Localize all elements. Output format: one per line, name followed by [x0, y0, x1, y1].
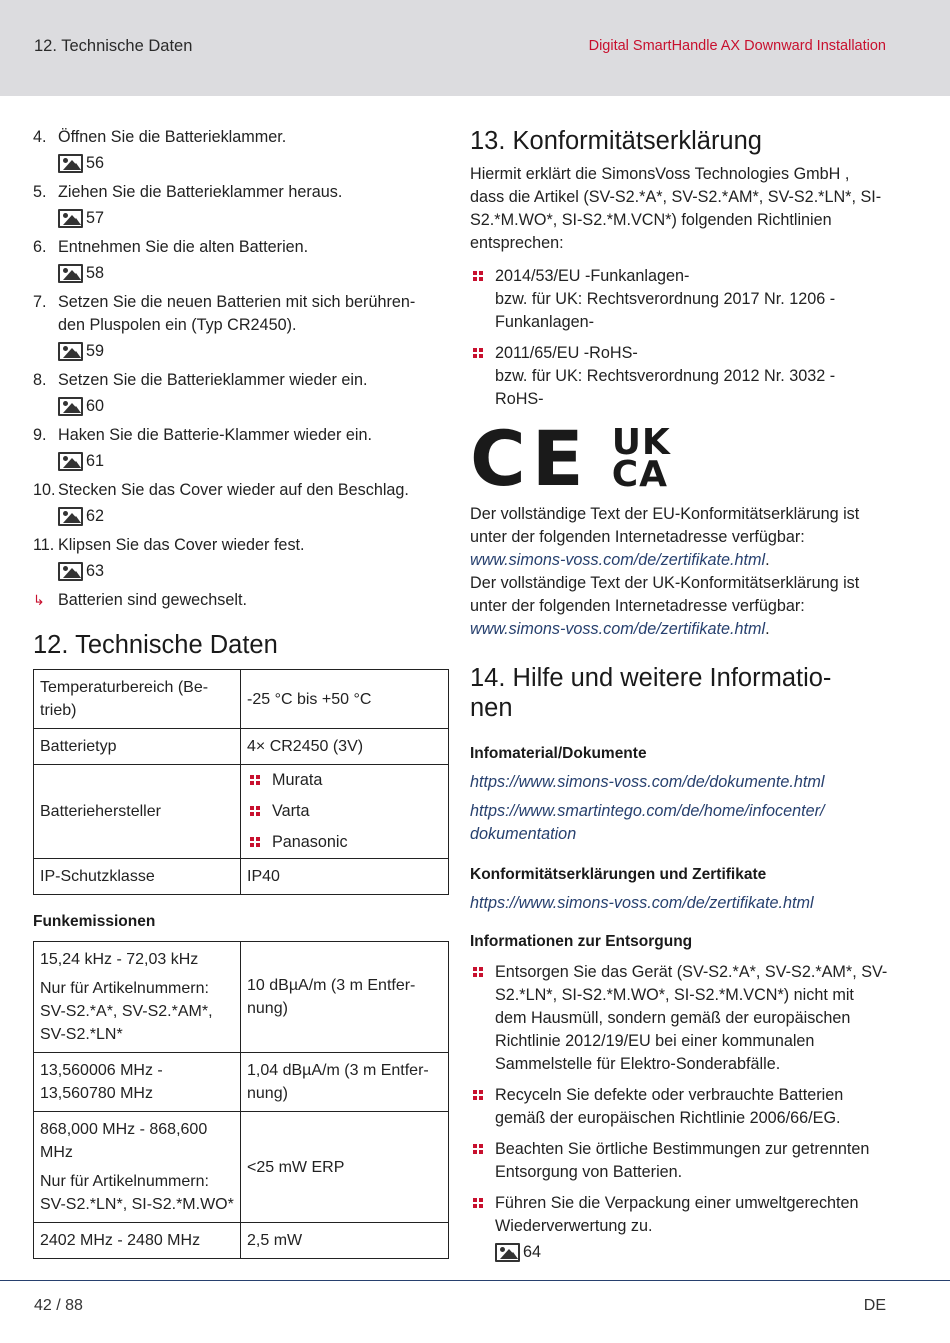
step-result	[33, 589, 451, 612]
bullet-icon	[473, 967, 484, 978]
step-number: 8.	[33, 371, 47, 389]
documents-link[interactable]: https://www.simons-voss.com/de/dokumente.html	[470, 773, 825, 791]
result-text: Batterien sind gewechselt.	[58, 591, 247, 609]
header-section-title: 12. Technische Daten	[34, 37, 193, 55]
table-cell-frequency: 868,000 MHz - 868,600 MHz Nur für Artikelnummern: SV-S2.*LN*, SI-S2.*M.WO*	[34, 1112, 241, 1223]
image-number: 57	[86, 209, 105, 227]
step-number: 6.	[33, 238, 47, 256]
image-icon	[58, 452, 83, 471]
table-row	[34, 729, 449, 765]
conformity-heading: 13. Konformitätserklärung	[470, 127, 762, 155]
step-item	[33, 236, 451, 285]
step-text: Setzen Sie die neuen Batterien mit sich berühren-den Pluspolen ein (Typ CR2450).	[58, 293, 416, 334]
manufacturer-list	[247, 769, 442, 854]
declaration-text: Der vollständige Text der EU-Konformitätserklärung ist unter der folgenden Internetadresse verfügbar: www.simons-voss.com/de/zertifikate.html. Der vollständige Text der UK-Konformitätserklärung ist unter der folgenden Internetadresse verfügbar: www.simons-voss.com/de/zertifikate.html.	[470, 505, 860, 638]
step-number: 7.	[33, 293, 47, 311]
radio-emissions-table	[33, 941, 449, 1259]
table-cell-value: -25 °C bis +50 °C	[241, 670, 449, 729]
step-number: 11.	[33, 536, 55, 554]
step-number: 4.	[33, 128, 47, 146]
image-reference[interactable]	[58, 152, 451, 175]
image-number: 58	[86, 264, 105, 282]
table-cell-label: IP-Schutzklasse	[34, 859, 241, 895]
step-text: Klipsen Sie das Cover wieder fest.	[58, 536, 305, 554]
list-item: 2011/65/EU -RoHS- bzw. für UK: Rechtsverordnung 2012 Nr. 3032 -RoHS-	[470, 342, 888, 411]
step-item	[33, 369, 451, 418]
image-reference[interactable]	[58, 262, 451, 285]
table-cell-frequency: 2402 MHz - 2480 MHz	[34, 1223, 241, 1259]
header-product-name: Digital SmartHandle AX Downward Installation	[588, 38, 886, 54]
table-cell-value	[241, 765, 449, 859]
step-item	[33, 534, 451, 583]
help-heading: 14. Hilfe und weitere Informatio-nen	[470, 664, 832, 722]
image-reference[interactable]	[58, 395, 451, 418]
info-material-heading: Infomaterial/Dokumente	[470, 745, 647, 762]
table-cell-label: Batteriehersteller	[34, 765, 241, 859]
eu-declaration-link[interactable]: www.simons-voss.com/de/zertifikate.html	[470, 551, 766, 569]
list-item: Panasonic	[247, 831, 442, 854]
ukca-logo: UK CA	[611, 422, 671, 495]
image-number: 63	[86, 562, 105, 580]
image-icon	[58, 154, 83, 173]
bullet-icon	[473, 271, 484, 282]
image-number: 60	[86, 397, 105, 415]
table-cell-value: IP40	[241, 859, 449, 895]
radio-emissions-heading: Funkemissionen	[33, 913, 156, 930]
table-cell-value: 4× CR2450 (3V)	[241, 729, 449, 765]
list-item: Varta	[247, 800, 442, 823]
step-list	[33, 126, 451, 583]
image-number: 64	[523, 1243, 542, 1261]
table-row	[34, 859, 449, 895]
certificates-link[interactable]: https://www.simons-voss.com/de/zertifikate.html	[470, 894, 814, 912]
disposal-heading: Informationen zur Entsorgung	[470, 933, 693, 950]
image-icon	[58, 209, 83, 228]
list-item: Führen Sie die Verpackung einer umweltgerechten Wiederverwertung zu. 64	[470, 1192, 888, 1264]
step-text: Entnehmen Sie die alten Batterien.	[58, 238, 309, 256]
page-number: 42 / 88	[34, 1297, 83, 1314]
image-icon	[58, 507, 83, 526]
list-item: 2014/53/EU -Funkanlagen- bzw. für UK: Rechtsverordnung 2017 Nr. 1206 -Funkanlagen-	[470, 265, 888, 334]
left-column	[33, 126, 451, 1259]
table-cell-value: <25 mW ERP	[241, 1112, 449, 1223]
image-icon	[58, 264, 83, 283]
step-item	[33, 291, 451, 363]
step-number: 5.	[33, 183, 47, 201]
table-row	[34, 1112, 449, 1223]
table-cell-frequency: 13,560006 MHz - 13,560780 MHz	[34, 1053, 241, 1112]
table-row	[34, 670, 449, 729]
language-code: DE	[863, 1297, 886, 1314]
bullet-icon	[473, 348, 484, 359]
image-reference[interactable]	[58, 207, 451, 230]
list-item: Recyceln Sie defekte oder verbrauchte Batterien gemäß der europäischen Richtlinie 2006/66/EG.	[470, 1084, 888, 1130]
bullet-icon	[473, 1198, 484, 1209]
conformity-logos	[470, 414, 888, 503]
step-text: Ziehen Sie die Batterieklammer heraus.	[58, 183, 343, 201]
bullet-icon	[250, 775, 261, 786]
smartintego-docs-link[interactable]: https://www.smartintego.com/de/home/infocenter/ dokumentation	[470, 802, 825, 843]
image-number: 62	[86, 507, 105, 525]
image-reference[interactable]	[58, 340, 451, 363]
bullet-icon	[473, 1090, 484, 1101]
conformity-intro: Hiermit erklärt die SimonsVoss Technologies GmbH , dass die Artikel (SV-S2.*A*, SV-S2.*AM*, SV-S2.*LN*, SI-S2.*M.WO*, SI-S2.*M.VCN*) folgenden Richtlinien entsprechen:	[470, 165, 882, 252]
page-header	[0, 0, 950, 96]
image-icon	[495, 1243, 520, 1262]
table-cell-label: Temperaturbereich (Be-trieb)	[34, 670, 241, 729]
table-row	[34, 765, 449, 859]
table-cell-value: 2,5 mW	[241, 1223, 449, 1259]
uk-declaration-link[interactable]: www.simons-voss.com/de/zertifikate.html	[470, 620, 766, 638]
image-icon	[58, 342, 83, 361]
step-text: Öffnen Sie die Batterieklammer.	[58, 128, 287, 146]
table-cell-label: Batterietyp	[34, 729, 241, 765]
step-text: Setzen Sie die Batterieklammer wieder ein.	[58, 371, 368, 389]
tech-data-heading: 12. Technische Daten	[33, 631, 278, 659]
image-reference[interactable]	[58, 560, 451, 583]
step-item	[33, 424, 451, 473]
step-text: Stecken Sie das Cover wieder auf den Beschlag.	[58, 481, 409, 499]
table-cell-frequency: 15,24 kHz - 72,03 kHz Nur für Artikelnummern: SV-S2.*A*, SV-S2.*AM*, SV-S2.*LN*	[34, 942, 241, 1053]
list-item: Murata	[247, 769, 442, 792]
table-cell-value: 10 dBµA/m (3 m Entfer-nung)	[241, 942, 449, 1053]
disposal-list	[470, 961, 888, 1264]
table-row	[34, 942, 449, 1053]
right-column	[470, 126, 888, 1264]
image-reference[interactable]	[58, 505, 451, 528]
result-arrow-icon: ↳	[33, 592, 45, 608]
image-reference[interactable]	[58, 450, 451, 473]
footer-divider	[0, 1280, 950, 1281]
image-icon	[58, 562, 83, 581]
image-icon	[58, 397, 83, 416]
step-number: 10.	[33, 481, 56, 499]
list-item: Entsorgen Sie das Gerät (SV-S2.*A*, SV-S2.*AM*, SV-S2.*LN*, SI-S2.*M.WO*, SI-S2.*M.VCN*) nicht mit dem Hausmüll, sondern gemäß der europäischen Richtlinie 2012/19/EU bei einer kommunalen Sammelstelle für Elektro-Sonderabfälle.	[470, 961, 888, 1076]
certificates-heading: Konformitätserklärungen und Zertifikate	[470, 866, 767, 883]
ce-logo: CE	[470, 414, 590, 503]
step-number: 9.	[33, 426, 47, 444]
table-row	[34, 1223, 449, 1259]
image-number: 59	[86, 342, 105, 360]
step-item	[33, 479, 451, 528]
tech-data-table	[33, 669, 449, 895]
table-row	[34, 1053, 449, 1112]
image-number: 61	[86, 452, 105, 470]
bullet-icon	[473, 1144, 484, 1155]
table-cell-value: 1,04 dBµA/m (3 m Entfer-nung)	[241, 1053, 449, 1112]
image-number: 56	[86, 154, 105, 172]
step-text: Haken Sie die Batterie-Klammer wieder ein.	[58, 426, 372, 444]
bullet-icon	[250, 806, 261, 817]
step-item	[33, 181, 451, 230]
image-reference[interactable]	[495, 1241, 888, 1264]
list-item: Beachten Sie örtliche Bestimmungen zur getrennten Entsorgung von Batterien.	[470, 1138, 888, 1184]
bullet-icon	[250, 837, 261, 848]
directive-list	[470, 265, 888, 411]
step-item	[33, 126, 451, 175]
